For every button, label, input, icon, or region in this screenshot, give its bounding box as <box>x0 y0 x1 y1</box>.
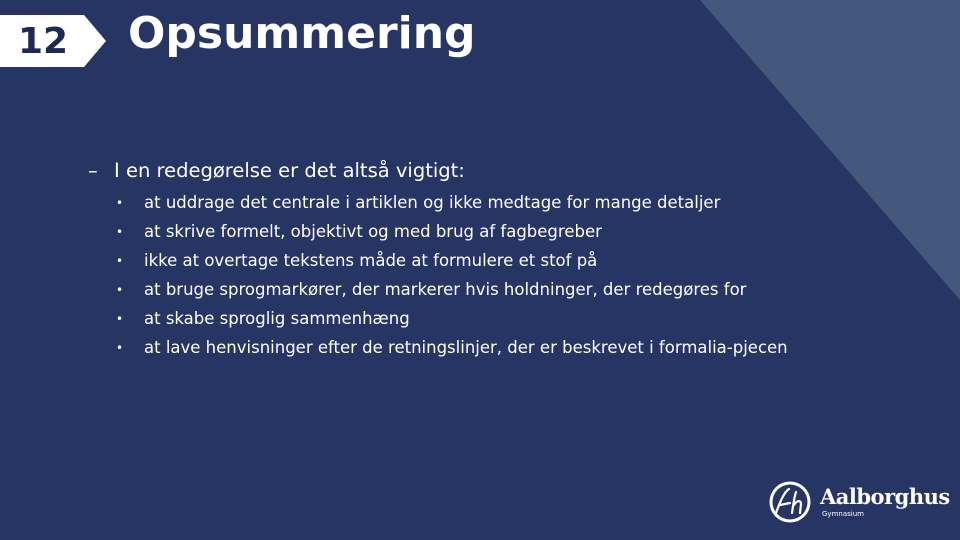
slide-number: 12 <box>17 20 69 62</box>
logo-subtitle: Gymnasium <box>822 510 864 518</box>
list-item-text: at skabe sproglig sammenhæng <box>144 309 410 328</box>
bullet-icon: • <box>116 196 124 210</box>
list-item <box>114 305 948 334</box>
list-item-text: ikke at overtage tekstens måde at formulere et stof på <box>144 251 598 270</box>
list-item-text: at bruge sprogmarkører, der markerer hvis holdninger, der redegøres for <box>144 280 747 299</box>
list-item <box>114 189 948 218</box>
main-point-text: I en redegørelse er det altså vigtigt: <box>114 159 465 182</box>
aalborghus-logo-icon <box>768 480 812 524</box>
list-item <box>114 247 948 276</box>
dash-marker: – <box>88 159 98 182</box>
main-point <box>88 157 948 185</box>
school-logo <box>766 478 950 528</box>
list-item <box>114 218 948 247</box>
bullet-icon: • <box>116 225 124 239</box>
logo-name: Aalborghus <box>820 484 950 509</box>
content-body <box>88 157 948 363</box>
bullet-icon: • <box>116 312 124 326</box>
list-item-text: at lave henvisninger efter de retningslinjer, der er beskrevet i formalia-pjecen <box>144 338 788 357</box>
list-item-text: at skrive formelt, objektivt og med brug af fagbegreber <box>144 222 602 241</box>
bullet-icon: • <box>116 283 124 297</box>
bullet-list <box>88 189 948 363</box>
bullet-icon: • <box>116 254 124 268</box>
list-item <box>114 334 948 363</box>
slide-title: Opsummering <box>128 8 476 59</box>
list-item-text: at uddrage det centrale i artiklen og ikke medtage for mange detaljer <box>144 193 721 212</box>
list-item <box>114 276 948 305</box>
bullet-icon: • <box>116 341 124 355</box>
